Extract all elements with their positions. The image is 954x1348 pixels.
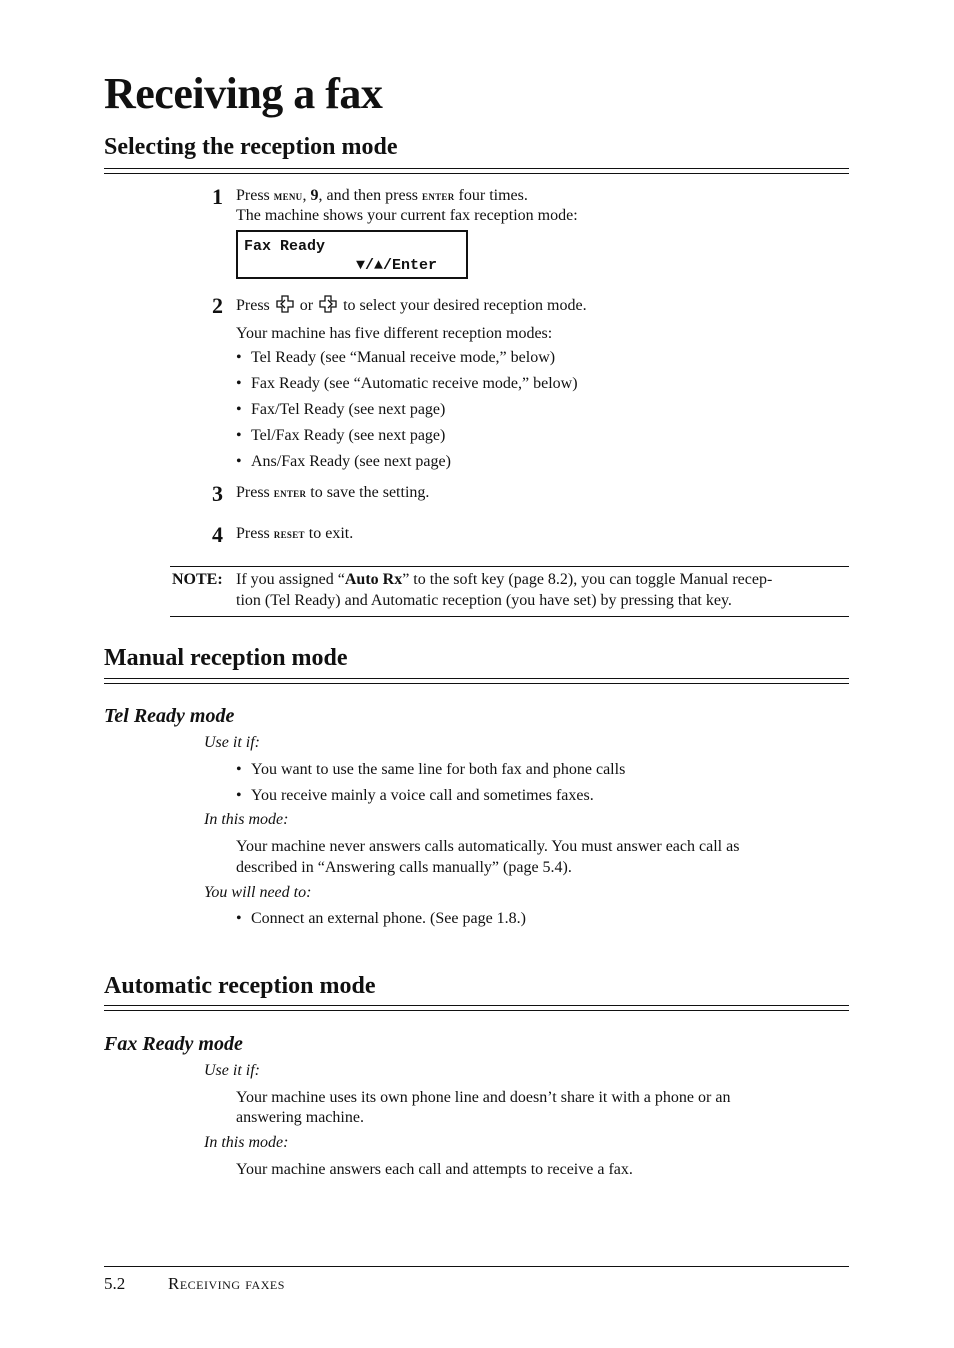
lcd-line-1: Fax Ready bbox=[244, 238, 326, 255]
chapter-name: Receiving faxes bbox=[168, 1274, 285, 1293]
section-heading-manual-reception: Manual reception mode bbox=[104, 645, 348, 671]
page-title: Receiving a fax bbox=[104, 69, 383, 118]
you-will-need-label: You will need to: bbox=[204, 884, 312, 901]
list-item: • Connect an external phone. (See page 1.8.) bbox=[251, 909, 526, 929]
note-rule-top bbox=[170, 566, 849, 567]
footer-rule bbox=[104, 1266, 849, 1267]
subheading-tel-ready: Tel Ready mode bbox=[104, 705, 235, 727]
use-description-line-1: Your machine uses its own phone line and doesn’t share it with a phone or an bbox=[236, 1089, 731, 1106]
list-item: • Fax Ready (see “Automatic receive mode,” below) bbox=[251, 374, 578, 394]
list-item: • You receive mainly a voice call and sometimes faxes. bbox=[251, 786, 594, 806]
scroll-right-key-icon bbox=[319, 295, 337, 319]
page-number: 5.2 bbox=[104, 1274, 126, 1293]
section-heading-automatic-reception: Automatic reception mode bbox=[104, 973, 376, 999]
note-text-line-2: tion (Tel Ready) and Automatic reception (you have set) by pressing that key. bbox=[236, 592, 732, 609]
step-number: 3 bbox=[212, 481, 223, 506]
in-this-mode-label: In this mode: bbox=[204, 1134, 289, 1151]
mode-description-line-1: Your machine never answers calls automatically. You must answer each call as bbox=[236, 838, 740, 855]
section-rule bbox=[104, 1005, 849, 1011]
use-description-line-2: answering machine. bbox=[236, 1109, 364, 1126]
menu-key: menu bbox=[273, 188, 303, 203]
step-1-description: The machine shows your current fax reception mode: bbox=[236, 207, 578, 224]
list-item: • Fax/Tel Ready (see next page) bbox=[251, 400, 445, 420]
mode-description-line-1: Your machine answers each call and attempts to receive a fax. bbox=[236, 1161, 633, 1178]
step-3-text: Press enter to save the setting. bbox=[236, 484, 430, 501]
step-number: 1 bbox=[212, 184, 223, 209]
reset-key: reset bbox=[273, 526, 305, 541]
step-2-text: Press or to select your desired reception mode. bbox=[236, 295, 587, 319]
use-it-if-label: Use it if: bbox=[204, 734, 260, 751]
section-rule bbox=[104, 678, 849, 684]
mode-description-line-2: described in “Answering calls manually” (page 5.4). bbox=[236, 859, 572, 876]
step-1-text: Press menu, 9, and then press enter four times. bbox=[236, 187, 528, 204]
scroll-left-key-icon bbox=[276, 295, 294, 319]
list-item: • Tel Ready (see “Manual receive mode,” below) bbox=[251, 348, 555, 368]
note-rule-bottom bbox=[170, 616, 849, 617]
list-item: • Tel/Fax Ready (see next page) bbox=[251, 426, 445, 446]
note-label: NOTE: bbox=[172, 571, 223, 588]
use-it-if-label: Use it if: bbox=[204, 1062, 260, 1079]
step-4-text: Press reset to exit. bbox=[236, 525, 354, 542]
in-this-mode-label: In this mode: bbox=[204, 811, 289, 828]
section-heading-selecting-mode: Selecting the reception mode bbox=[104, 134, 398, 160]
modes-intro: Your machine has five different reception modes: bbox=[236, 325, 553, 342]
enter-key: enter bbox=[273, 485, 307, 500]
step-number: 4 bbox=[212, 522, 223, 547]
lcd-display bbox=[236, 230, 468, 279]
lcd-line-2: ▼/▲/Enter bbox=[356, 257, 438, 274]
list-item: • You want to use the same line for both fax and phone calls bbox=[251, 760, 625, 780]
list-item: • Ans/Fax Ready (see next page) bbox=[251, 452, 451, 472]
enter-key: enter bbox=[422, 188, 455, 203]
step-number: 2 bbox=[212, 293, 223, 318]
note-text-line-1: If you assigned “Auto Rx” to the soft key (page 8.2), you can toggle Manual recep- bbox=[236, 571, 773, 588]
subheading-fax-ready: Fax Ready mode bbox=[104, 1033, 243, 1055]
section-rule bbox=[104, 168, 849, 174]
